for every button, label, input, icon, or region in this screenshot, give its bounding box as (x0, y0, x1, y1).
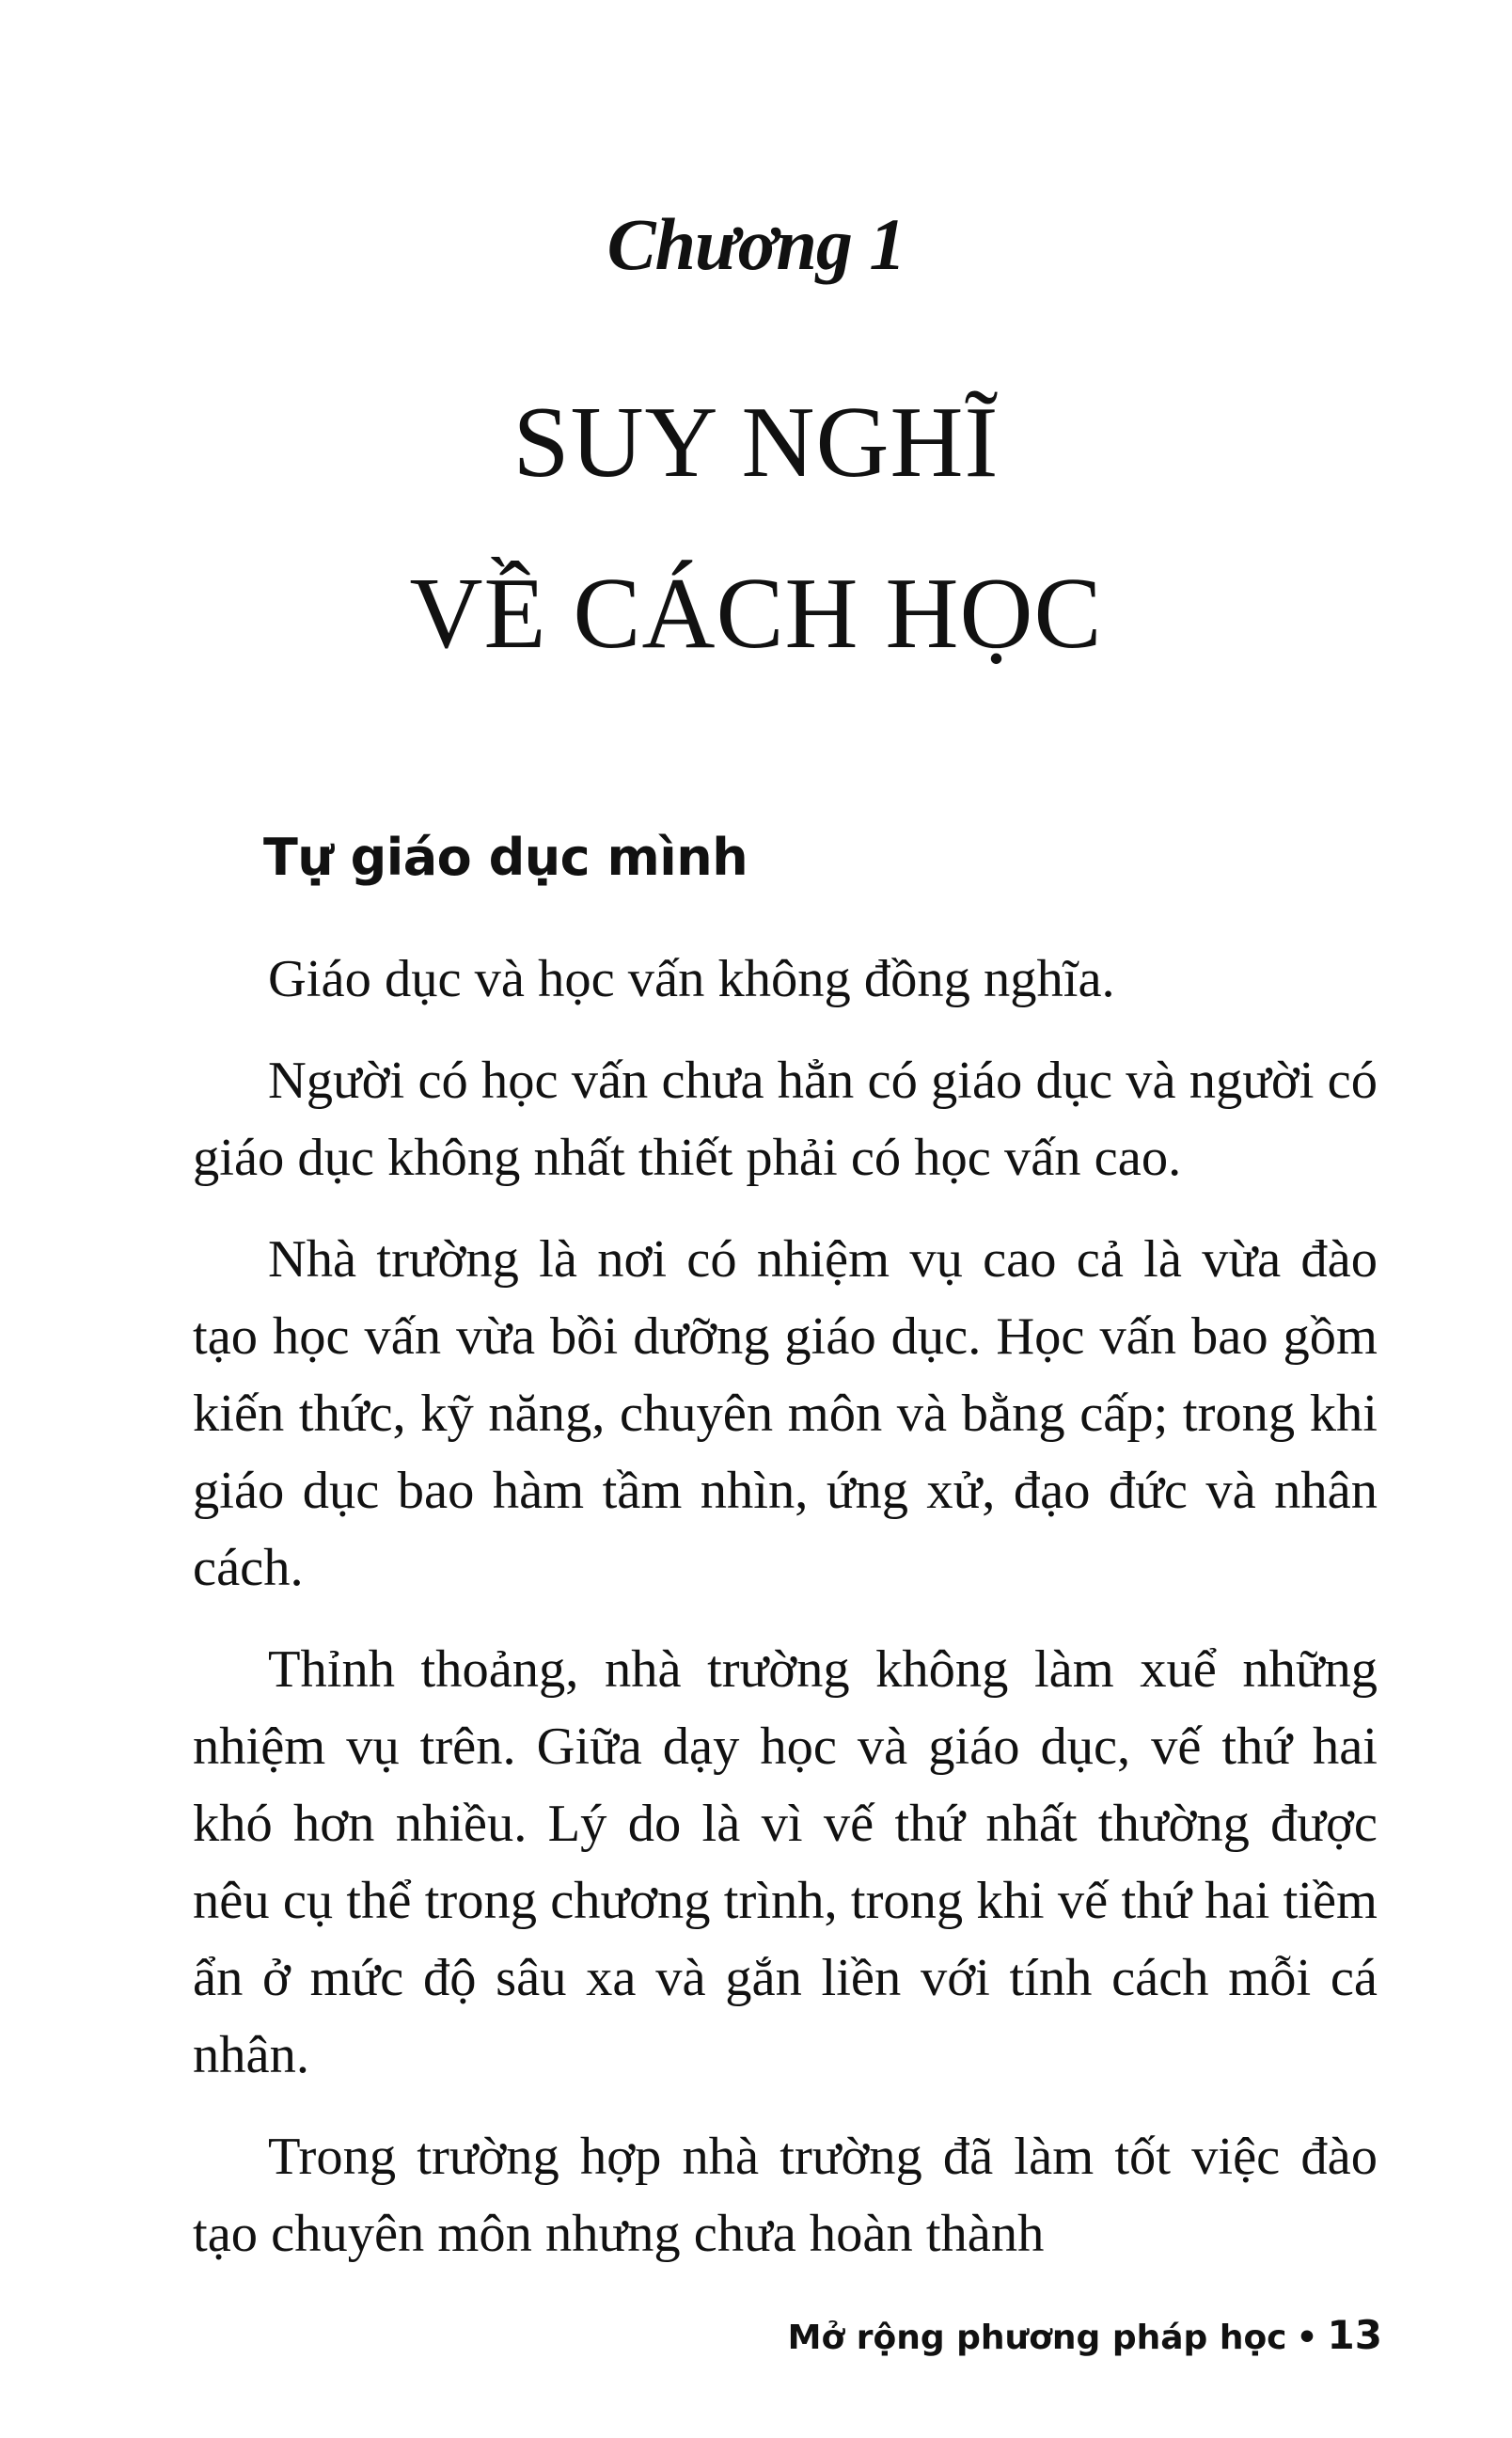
chapter-title-line-1: SUY NGHĨ (512, 387, 1000, 499)
chapter-title-line-2: VỀ CÁCH HỌC (409, 558, 1103, 670)
running-footer (788, 2312, 1382, 2358)
body-text (193, 941, 1378, 2297)
page-number: 13 (1327, 2312, 1382, 2358)
chapter-label: Chương 1 (606, 203, 906, 285)
section-heading: Tự giáo dục mình (263, 828, 748, 887)
chapter-title (0, 357, 1512, 700)
paragraph: Người có học vấn chưa hẳn có giáo dục và người có giáo dục không nhất thiết phải có học vấn cao. (193, 1052, 1378, 1187)
paragraph: Thỉnh thoảng, nhà trường không làm xuể những nhiệm vụ trên. Giữa dạy học và giáo dục, vế thứ hai khó hơn nhiều. Lý do là vì vế thứ nhất thường được nêu cụ thể trong chương trình, trong khi vế thứ hai tiềm ẩn ở mức độ sâu xa và gắn liền với tính cách mỗi cá nhân. (193, 1640, 1378, 2084)
paragraph: Trong trường hợp nhà trường đã làm tốt việc đào tạo chuyên môn nhưng chưa hoàn thành (193, 2128, 1378, 2263)
paragraph: Giáo dục và học vấn không đồng nghĩa. (268, 950, 1115, 1008)
paragraph: Nhà trường là nơi có nhiệm vụ cao cả là vừa đào tạo học vấn vừa bồi dưỡng giáo dục. Học vấn bao gồm kiến thức, kỹ năng, chuyên môn và bằng cấp; trong khi giáo dục bao hàm tầm nhìn, ứng xử, đạo đức và nhân cách. (193, 1230, 1378, 1597)
footer-book-title: Mở rộng phương pháp học (787, 2319, 1287, 2357)
footer-bullet: • (1296, 2319, 1318, 2357)
